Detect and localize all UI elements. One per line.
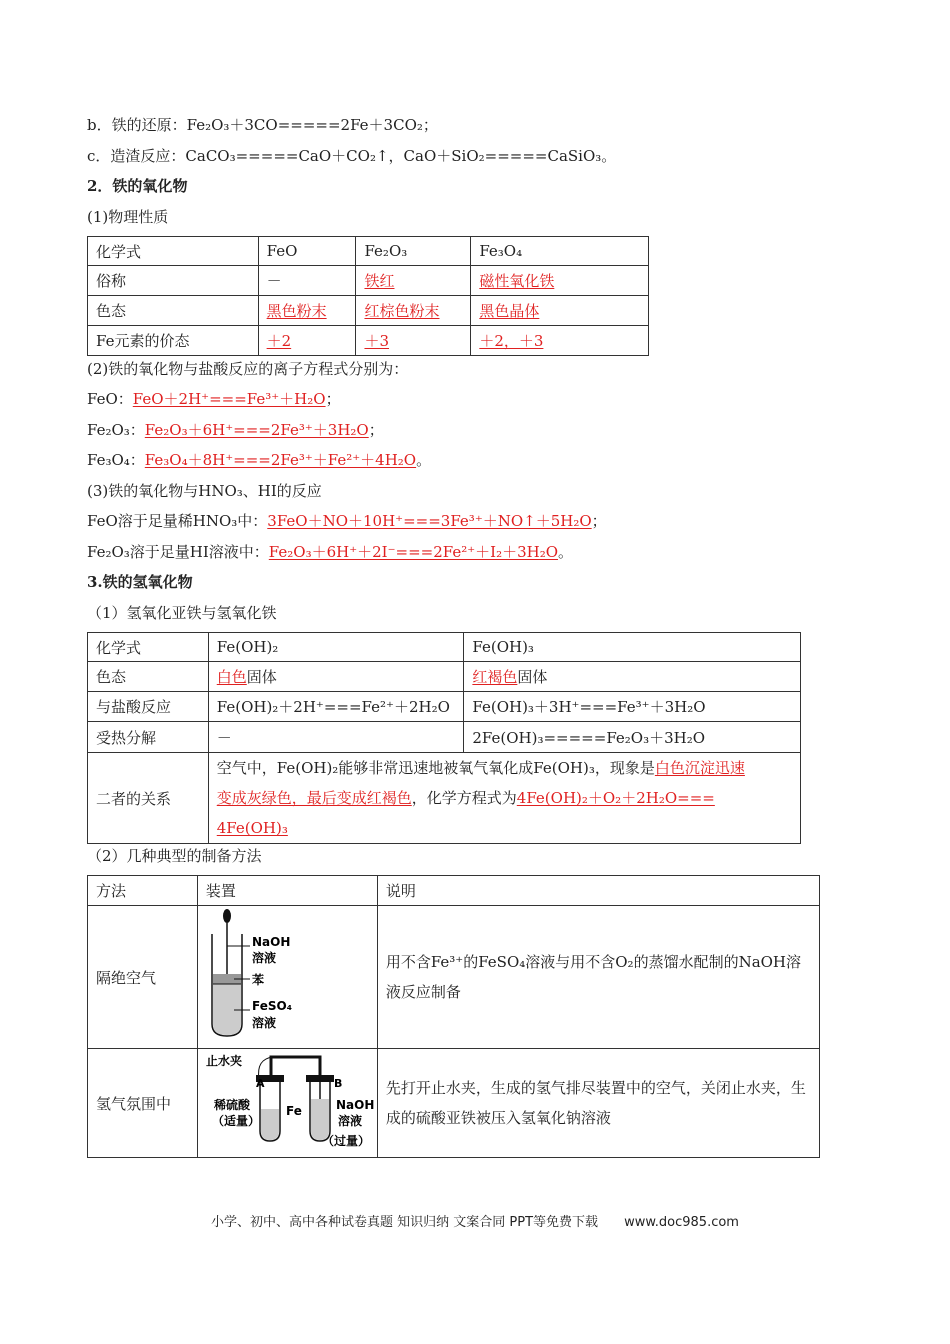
label: Fe₂O₃溶于足量HI溶液中：: [87, 543, 269, 561]
isolation-apparatus-figure: [198, 906, 376, 1044]
answer: 变成灰绿色，最后变成红褐色: [216, 789, 412, 807]
cell: Fe(OH)₃: [464, 633, 801, 662]
eq-feo: FeO：FeO＋2H⁺===Fe³⁺＋H₂O；: [87, 390, 341, 408]
cell: Fe₃O₄: [471, 237, 649, 266]
hydroxide-table: [87, 632, 801, 844]
cell: 受热分解: [88, 722, 209, 753]
eq-hno3: FeO溶于足量稀HNO₃中：3FeO＋NO＋10H⁺===3Fe³⁺＋NO↑＋5H₂O；: [87, 512, 607, 530]
cell: －: [258, 266, 356, 296]
answer: 3FeO＋NO＋10H⁺===3Fe³⁺＋NO↑＋5H₂O: [267, 512, 592, 530]
label: Fe₃O₄：: [87, 451, 145, 469]
cell: [471, 296, 649, 326]
fig-label: 溶液: [251, 1016, 276, 1030]
answer: 红棕色粉末: [364, 302, 440, 320]
fig-label: Fe: [285, 1104, 302, 1118]
section-3-sub-2: （2）几种典型的制备方法: [87, 847, 262, 865]
cell: [258, 296, 356, 326]
answer: 白色: [216, 668, 247, 686]
section-3-sub-1: （1）氢氧化亚铁与氢氧化铁: [87, 604, 277, 622]
section-3-title: 3.铁的氢氧化物: [87, 573, 193, 591]
sub-3-title: (3)铁的氧化物与HNO₃、HI的反应: [87, 482, 322, 500]
footer-text: 小学、初中、高中各种试卷真题 知识归纳 文案合同 PPT等免费下载: [211, 1215, 599, 1230]
cell: Fe₂O₃: [356, 237, 471, 266]
fig-label: 苯: [251, 973, 264, 987]
text: 固体: [517, 668, 548, 686]
cell: 色态: [88, 662, 209, 692]
eq-hi: Fe₂O₃溶于足量HI溶液中：Fe₂O₃＋6H⁺＋2I⁻===2Fe²⁺＋I₂＋3H₂O。: [87, 543, 574, 561]
fig-label: （过量）: [321, 1134, 370, 1148]
text: 空气中，Fe(OH)₂能够非常迅速地被氧气氧化成Fe(OH)₃，现象是: [216, 759, 655, 777]
cell: [464, 662, 801, 692]
answer: ＋2: [266, 332, 292, 350]
hydrogen-apparatus-figure: [198, 1049, 376, 1153]
cell: 方法: [88, 876, 198, 906]
label: FeO：: [87, 390, 133, 408]
text: ，化学方程式为: [411, 789, 517, 807]
method-table: [87, 875, 820, 1158]
cell: 装置: [197, 876, 377, 906]
cell: Fe(OH)₂: [208, 633, 464, 662]
cell: 隔绝空气: [88, 906, 198, 1049]
cell: 化学式: [88, 633, 209, 662]
fig-label: FeSO₄: [251, 999, 292, 1013]
answer: FeO＋2H⁺===Fe³⁺＋H₂O: [132, 390, 326, 408]
cell: 用不含Fe³⁺的FeSO₄溶液与用不含O₂的蒸馏水配制的NaOH溶液反应制备: [377, 906, 819, 1049]
cell: [258, 326, 356, 356]
fig-label: NaOH: [335, 1098, 375, 1112]
answer: ＋3: [364, 332, 390, 350]
answer: 白色沉淀迅速: [654, 759, 745, 777]
answer: 黑色晶体: [479, 302, 540, 320]
oxide-table: [87, 236, 649, 356]
cell: 与盐酸反应: [88, 692, 209, 722]
page-footer: [0, 1211, 950, 1230]
fig-label: A: [255, 1077, 265, 1090]
apparatus-cell: [197, 906, 377, 1049]
fig-label: 溶液: [337, 1114, 362, 1128]
section-2-title: 2．铁的氧化物: [87, 177, 188, 195]
answer: ＋2，＋3: [479, 332, 544, 350]
cell: Fe元素的价态: [88, 326, 259, 356]
answer: 磁性氧化铁: [479, 272, 555, 290]
cell: 色态: [88, 296, 259, 326]
fig-label: 止水夹: [205, 1054, 242, 1068]
line-c: c．造渣反应：CaCO₃=====CaO＋CO₂↑，CaO＋SiO₂=====CaSiO₃。: [87, 147, 617, 165]
fig-label: （适量）: [211, 1114, 260, 1128]
cell: [208, 662, 464, 692]
cell: [356, 266, 471, 296]
answer: 4Fe(OH)₃: [216, 819, 288, 837]
cell: [471, 266, 649, 296]
answer: 铁红: [364, 272, 395, 290]
cell: [356, 326, 471, 356]
fig-label: 稀硫酸: [213, 1098, 250, 1112]
answer: 黑色粉末: [266, 302, 327, 320]
cell: Fe(OH)₃＋3H⁺===Fe³⁺＋3H₂O: [464, 692, 801, 722]
footer-site: www.doc985.com: [624, 1215, 739, 1230]
apparatus-cell: [197, 1049, 377, 1158]
cell: 先打开止水夹，生成的氢气排尽装置中的空气，关闭止水夹，生成的硫酸亚铁被压入氢氧化钠溶液: [377, 1049, 819, 1158]
cell: 化学式: [88, 237, 259, 266]
cell: －: [208, 722, 464, 753]
cell: 氢气氛围中: [88, 1049, 198, 1158]
answer: 红褐色: [472, 668, 518, 686]
eq-fe2o3: Fe₂O₃：Fe₂O₃＋6H⁺===2Fe³⁺＋3H₂O；: [87, 421, 384, 439]
cell: [356, 296, 471, 326]
fig-label: 溶液: [251, 951, 276, 965]
answer: 4Fe(OH)₂＋O₂＋2H₂O===: [516, 789, 715, 807]
text: 固体: [246, 668, 277, 686]
cell: Fe(OH)₂＋2H⁺===Fe²⁺＋2H₂O: [208, 692, 464, 722]
label: FeO溶于足量稀HNO₃中：: [87, 512, 268, 530]
fig-label: B: [333, 1077, 343, 1090]
relation-cell: [208, 753, 800, 844]
answer: Fe₂O₃＋6H⁺===2Fe³⁺＋3H₂O: [144, 421, 369, 439]
answer: Fe₂O₃＋6H⁺＋2I⁻===2Fe²⁺＋I₂＋3H₂O: [268, 543, 559, 561]
sub-2-title: (2)铁的氧化物与盐酸反应的离子方程式分别为：: [87, 360, 409, 378]
label: Fe₂O₃：: [87, 421, 145, 439]
sub-1-title: (1)物理性质: [87, 208, 169, 226]
line-b: b．铁的还原：Fe₂O₃＋3CO=====2Fe＋3CO₂；: [87, 116, 438, 134]
cell: 2Fe(OH)₃=====Fe₂O₃＋3H₂O: [464, 722, 801, 753]
cell: 二者的关系: [88, 753, 209, 844]
cell: 俗称: [88, 266, 259, 296]
fig-label: NaOH: [251, 935, 291, 949]
cell: FeO: [258, 237, 356, 266]
cell: 说明: [377, 876, 819, 906]
cell: [471, 326, 649, 356]
eq-fe3o4: Fe₃O₄：Fe₃O₄＋8H⁺===2Fe³⁺＋Fe²⁺＋4H₂O。: [87, 451, 432, 469]
answer: Fe₃O₄＋8H⁺===2Fe³⁺＋Fe²⁺＋4H₂O: [144, 451, 417, 469]
